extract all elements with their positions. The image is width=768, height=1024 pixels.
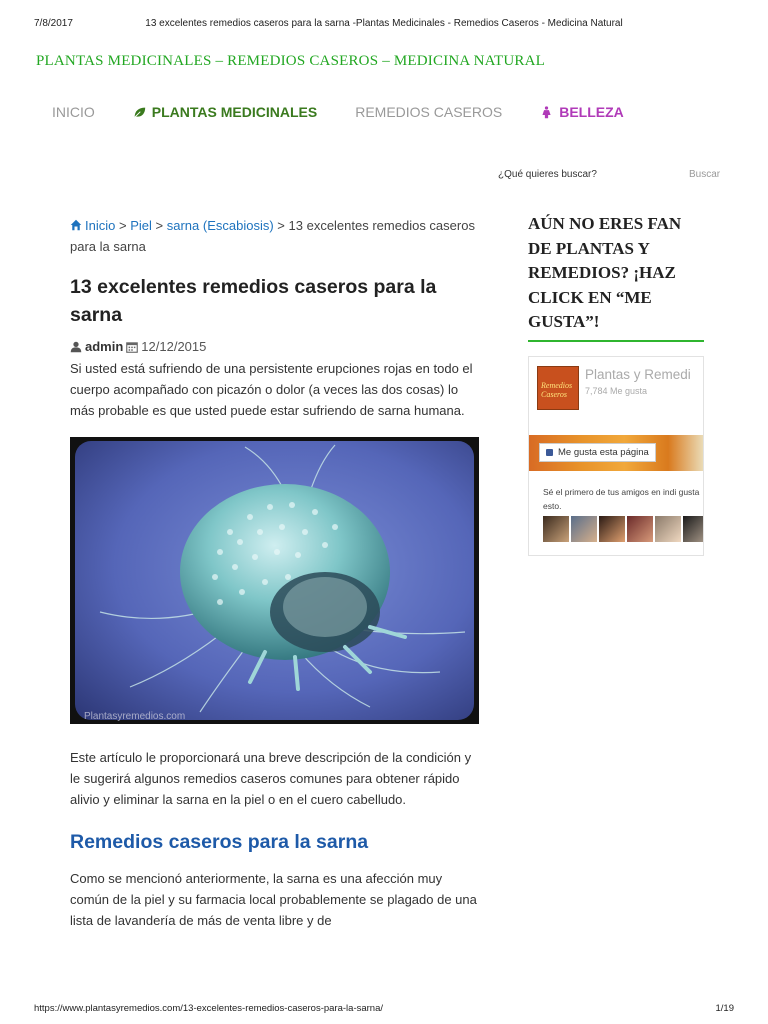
avatar[interactable] <box>683 516 704 542</box>
print-page-title: 13 excelentes remedios caseros para la sarna -Plantas Medicinales - Remedios Caseros - Medicina Natural <box>145 18 623 29</box>
sidebar <box>528 212 704 556</box>
calendar-icon <box>126 341 138 353</box>
facebook-like-count: 7,784 Me gusta <box>585 385 648 396</box>
female-icon <box>540 106 553 119</box>
site-title-link[interactable]: PLANTAS MEDICINALES – REMEDIOS CASEROS – MEDICINA NATURAL <box>36 53 545 69</box>
image-watermark: Plantasyremedios.com <box>84 711 186 722</box>
breadcrumb-home-link[interactable]: Inicio <box>85 218 116 233</box>
breadcrumb-separator: > <box>277 218 285 233</box>
main-nav <box>52 104 662 120</box>
post-date: 12/12/2015 <box>141 339 207 354</box>
avatar[interactable] <box>571 516 597 542</box>
paragraph-3: Como se mencionó anteriormente, la sarna es una afección muy común de la piel y su farmacia local probablemente se plagado de una lista de lavandería de más de venta libre y de <box>70 871 477 928</box>
facebook-like-button[interactable]: Me gusta esta página <box>539 443 656 462</box>
page-number: 1/19 <box>715 1003 734 1014</box>
search-button[interactable]: Buscar <box>689 169 721 180</box>
user-icon <box>70 341 82 353</box>
paragraph-2: Este artículo le proporcionará una breve descripción de la condición y le sugerirá algunos remedios caseros comunes para obtener rápido alivio y eliminar la sarna en la piel o en el cuero cabelludo. <box>70 750 472 807</box>
logo-text: Remedios Caseros <box>541 380 573 399</box>
nav-item-inicio[interactable] <box>52 104 95 120</box>
mite-illustration <box>70 437 479 724</box>
breadcrumb-separator: > <box>155 218 164 233</box>
avatar[interactable] <box>599 516 625 542</box>
facebook-friends-avatars <box>543 516 704 542</box>
home-icon <box>70 219 82 231</box>
scabies-mite-image <box>70 437 479 724</box>
nav-item-remedios-caseros[interactable] <box>355 104 502 120</box>
post-meta <box>70 339 480 354</box>
avatar[interactable] <box>627 516 653 542</box>
post-title: 13 excelentes remedios caseros para la sarna <box>70 276 437 326</box>
section-title: Remedios caseros para la sarna <box>70 831 369 853</box>
nav-item-plantas-medicinales[interactable] <box>133 104 317 120</box>
fan-widget-title: AÚN NO ERES FAN DE PLANTAS Y REMEDIOS? ¡HAZ CLICK EN “ME GUSTA”! <box>528 214 682 331</box>
leaf-icon <box>133 106 146 119</box>
breadcrumb-separator: > <box>118 218 127 233</box>
facebook-page-logo[interactable] <box>537 366 579 410</box>
facebook-friends-text: Sé el primero de tus amigos en indi gusta esto. <box>543 486 700 511</box>
author-link[interactable]: admin <box>85 339 124 354</box>
breadcrumb-sarna-link[interactable]: sarna (Escabiosis) <box>166 218 274 233</box>
breadcrumb <box>70 215 480 257</box>
article <box>70 215 480 931</box>
nav-item-label: INICIO <box>52 104 95 120</box>
nav-item-label: REMEDIOS CASEROS <box>355 104 503 120</box>
divider <box>528 340 704 342</box>
breadcrumb-current: 13 excelentes remedios caseros para la sarna <box>70 218 475 254</box>
nav-item-label: BELLEZA <box>559 104 624 120</box>
breadcrumb-piel-link[interactable]: Piel <box>130 218 152 233</box>
search-input[interactable]: ¿Qué quieres buscar? <box>498 169 597 180</box>
nav-item-label: PLANTAS MEDICINALES <box>151 104 318 120</box>
intro-paragraph: Si usted está sufriendo de una persistente erupciones rojas en todo el cuerpo acompañado con picazón o dolor (a veces las dos cosas) lo más probable es que usted puede estar sufriendo de sarna humana. <box>70 361 473 418</box>
avatar[interactable] <box>655 516 681 542</box>
print-date: 7/8/2017 <box>34 18 73 29</box>
page-url: https://www.plantasyremedios.com/13-excelentes-remedios-caseros-para-la-sarna/ <box>34 1003 384 1014</box>
facebook-page-widget[interactable] <box>528 356 704 556</box>
avatar[interactable] <box>543 516 569 542</box>
nav-item-belleza[interactable] <box>540 104 624 120</box>
facebook-page-name[interactable]: Plantas y Remedi <box>585 366 691 382</box>
